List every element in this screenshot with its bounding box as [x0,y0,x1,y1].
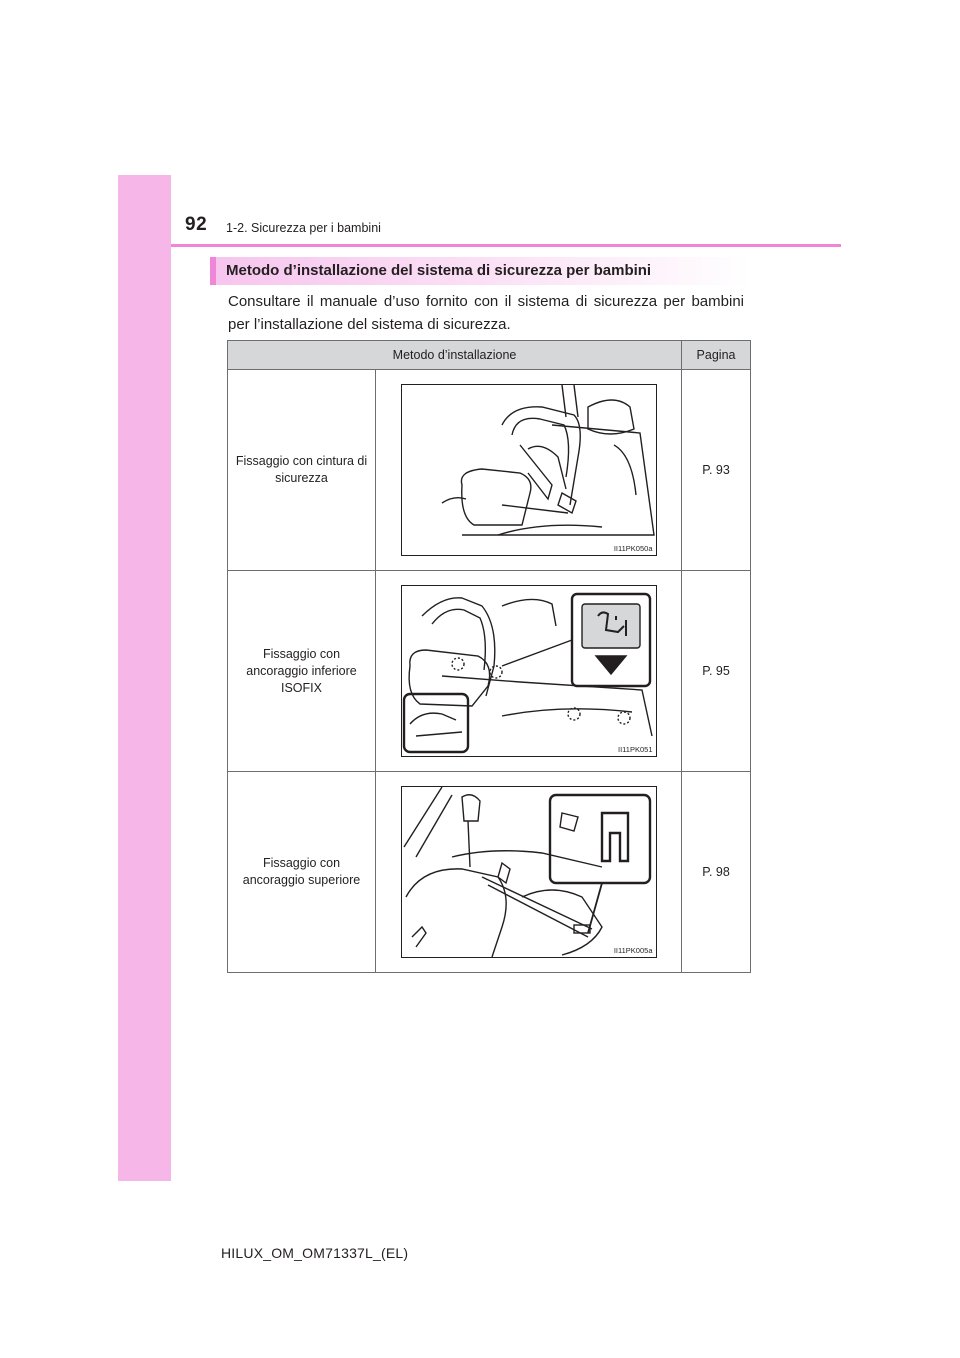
section-title-bar [210,257,750,285]
method-label: Fissaggio con ancoraggio inferiore ISOFIX [228,571,376,772]
figure-cell [376,370,682,571]
figure-cell [376,772,682,973]
header-method: Metodo d’installazione [228,341,682,370]
page-number: 92 [185,214,208,235]
isofix-child-seat-illustration [401,585,657,757]
header-page: Pagina [682,341,751,370]
page-reference: P. 98 [682,772,751,973]
page-reference: P. 95 [682,571,751,772]
seat-belt-child-seat-illustration [401,384,657,556]
side-band [118,175,171,1181]
method-label: Fissaggio con cintura di sicurezza [228,370,376,571]
section-title: Metodo d’installazione del sistema di sicurezza per bambini [226,262,652,279]
table-row [228,571,751,772]
footer-document-code: HILUX_OM_OM71337L_(EL) [221,1245,409,1261]
figure-code: II11PK051 [618,745,653,754]
figure-cell [376,571,682,772]
figure-code: II11PK050a [613,544,653,553]
running-head: 1-2. Sicurezza per i bambini [226,221,381,235]
table-row [228,772,751,973]
top-tether-illustration [401,786,657,958]
figure-code: II11PK005a [613,946,653,955]
intro-paragraph: Consultare il manuale d’uso fornito con il sistema di sicurezza per bambini per l’installazione del sistema di sicurezza. [228,293,744,333]
table-header-row [228,341,751,370]
table-row [228,370,751,571]
installation-methods-table [227,340,751,973]
header-rule [171,244,841,247]
page-reference: P. 93 [682,370,751,571]
method-label: Fissaggio con ancoraggio superiore [228,772,376,973]
